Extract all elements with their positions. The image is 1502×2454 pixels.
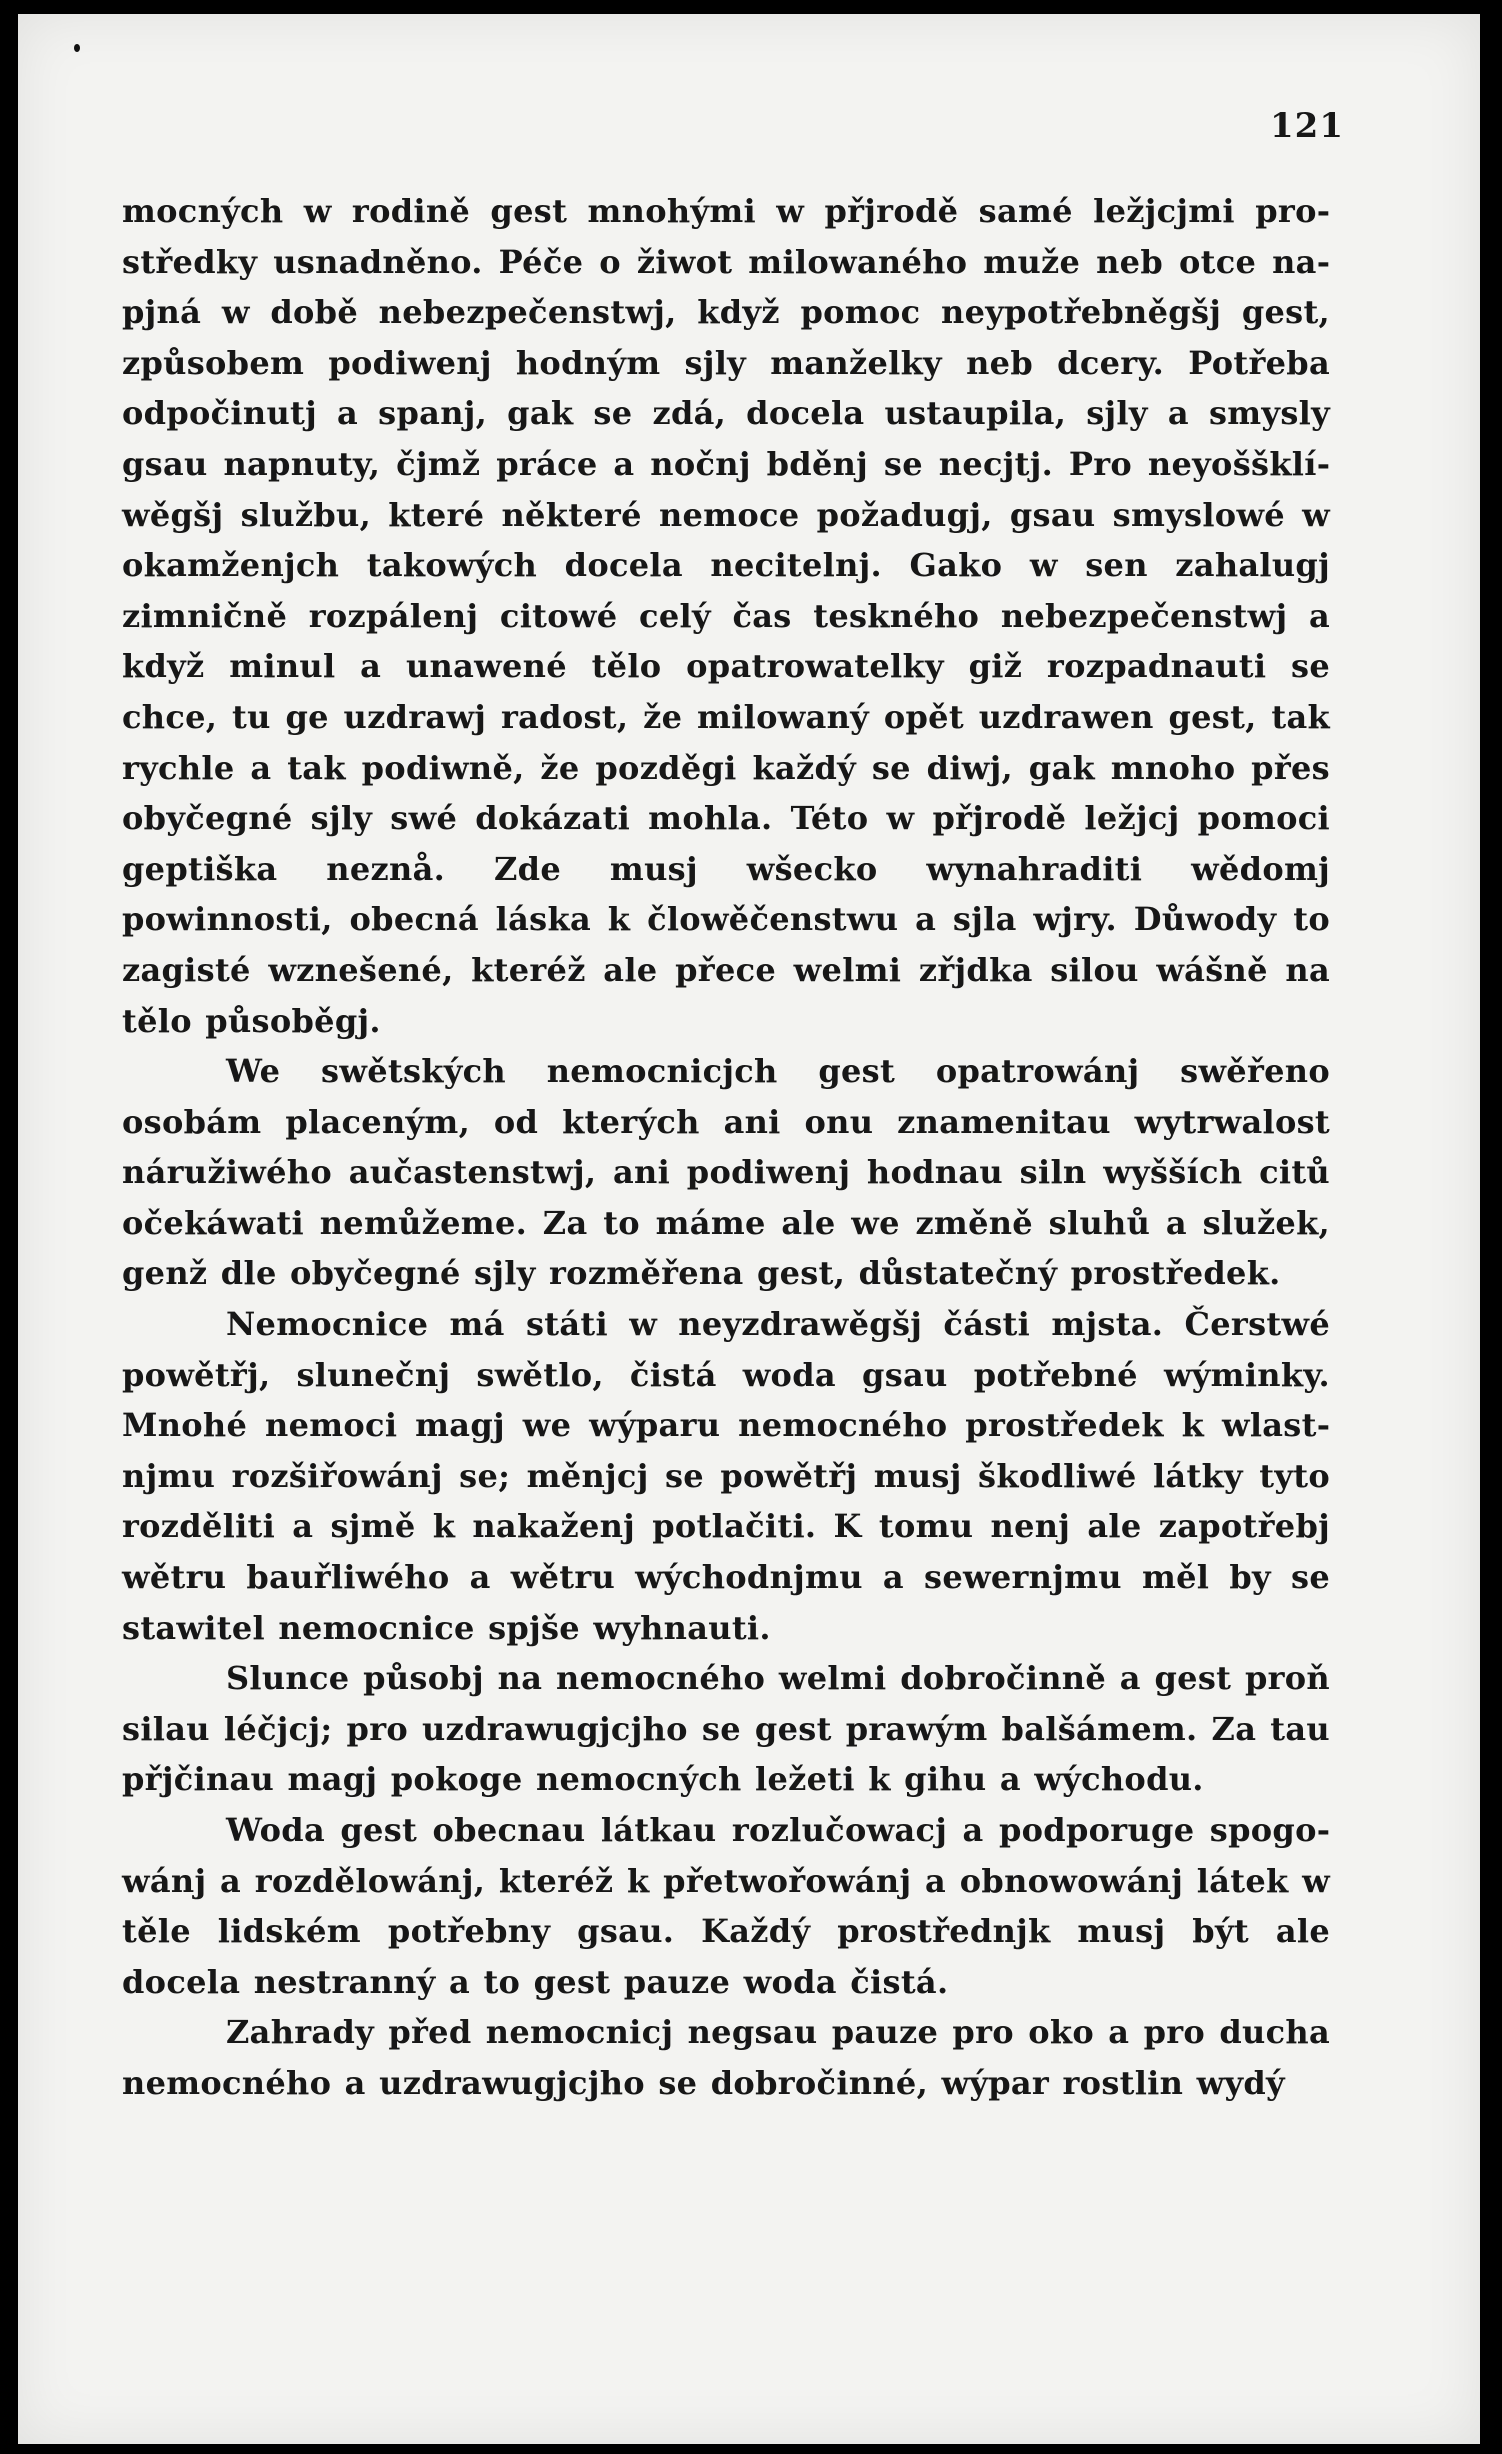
page-number: 121 <box>1270 106 1344 146</box>
ink-speck <box>74 44 80 52</box>
paragraph-3: Nemocnice má státi w neyzdrawěgšj části mjsta. Čerstwé powětřj, slunečnj swětlo, čistá woda gsau potřebné wýminky. Mnohé nemoci magj we wýparu nemocného prostředek k wlastnjmu rozšiřowánj se; měnjcj se powětřj musj škodliwé látky tyto rozděliti a sjmě k nakaženj potlačiti. K tomu nenj ale zapotřebj wětru bauřliwého a wětru wýchodnjmu a sewernjmu měl by se stawitel nemocnice spjše wyhnauti. <box>122 1305 1330 1647</box>
paragraph-5: Woda gest obecnau látkau rozlučowacj a podporuge spogowánj a rozdělowánj, kteréž k přetwořowánj a obnowowánj látek w těle lidském potřebny gsau. Každý prostřednjk musj být ale docela nestranný a to gest pauze woda čistá. <box>122 1811 1330 2001</box>
paragraph-4: Slunce působj na nemocného welmi dobročinně a gest proň silau léčjcj; pro uzdrawugjcjho se gest prawým balšámem. Za tau přjčinau magj pokoge nemocných ležeti k gihu a wýchodu. <box>122 1659 1330 1799</box>
paragraph-6: Zahrady před nemocnicj negsau pauze pro oko a pro ducha nemocného a uzdrawugjcjho se dobročinné, wýpar rostlin wydý <box>122 2013 1330 2102</box>
body-text <box>122 186 1330 2109</box>
book-page <box>18 14 1480 2444</box>
paragraph-1: mocných w rodině gest mnohými w přjrodě samé ležjcjmi prostředky usnadněno. Péče o žiwot milowaného muže neb otce napjná w době nebezpečenstwj, když pomoc neypotřebněgšj gest, způsobem podiwenj hodným sjly manželky neb dcery. Potřeba odpočinutj a spanj, gak se zdá, docela ustaupila, sjly a smysly gsau napnuty, čjmž práce a nočnj bděnj se necjtj. Pro neyoššklíwěgšj službu, které některé nemoce požadugj, gsau smyslowé w okamženjch takowých docela necitelnj. Gako w sen zahalugj zimničně rozpálenj citowé celý čas teskného nebezpečenstwj a když minul a unawené tělo opatrowatelky giž rozpadnauti se chce, tu ge uzdrawj radost, že milowaný opět uzdrawen gest, tak rychle a tak podiwně, že pozděgi každý se diwj, gak mnoho přes obyčegné sjly swé dokázati mohla. Této w přjrodě ležjcj pomoci geptiška neznå. Zde musj wšecko wynahraditi wědomj powinnosti, obecná láska k člowěčenstwu a sjla wjry. Důwody to zagisté wznešené, kteréž ale přece welmi zřjdka silou wášně na tělo působěgj. <box>122 192 1330 1040</box>
paragraph-2: We swětských nemocnicjch gest opatrowánj swěřeno osobám placeným, od kterých ani onu znamenitau wytrwalost náružiwého aučastenstwj, ani podiwenj hodnau siln wyšších citů očekáwati nemůžeme. Za to máme ale we změně sluhů a služek, genž dle obyčegné sjly rozměřena gest, důstatečný prostředek. <box>122 1052 1330 1293</box>
